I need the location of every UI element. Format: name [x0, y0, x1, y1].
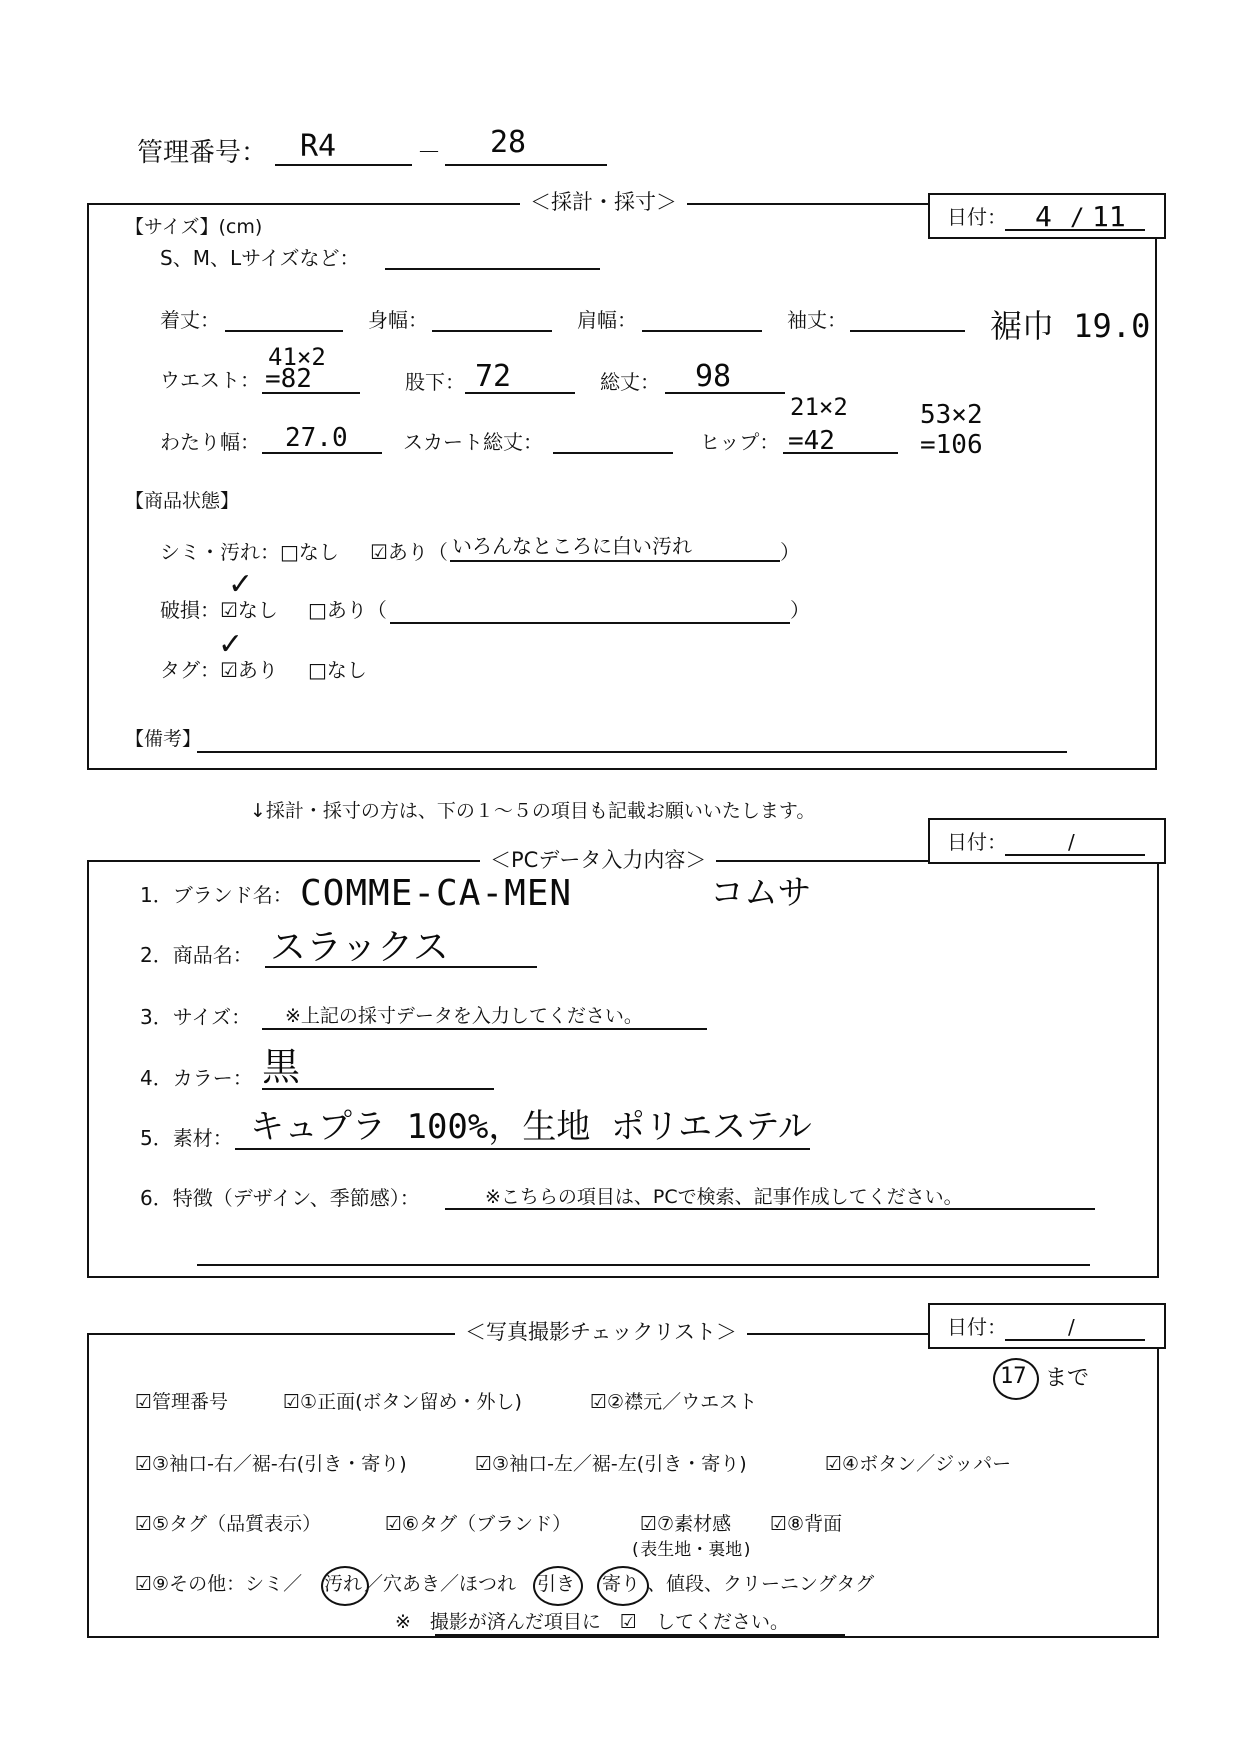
color-value[interactable]: 黒	[262, 1045, 301, 1089]
color-line	[262, 1088, 494, 1090]
brand-kana[interactable]: コムサ	[710, 873, 812, 913]
waist-label: ウエスト：	[160, 368, 260, 392]
item-label: 2．商品名：	[140, 943, 253, 967]
watari-value[interactable]: 27.0	[285, 423, 348, 453]
photo-item-8[interactable]: ☑⑥タグ（ブランド）	[385, 1513, 572, 1535]
stain-paren-close: ）	[780, 540, 800, 564]
waist-calc[interactable]: 41×2	[268, 343, 326, 371]
instruction-text: ↓採計・採寸の方は、下の１～５の項目も記載お願いいたします。	[250, 800, 816, 822]
pc-date-sep: /	[1068, 830, 1075, 854]
skirt-line	[553, 452, 673, 454]
color-label: 4．カラー：	[140, 1066, 253, 1090]
photo-footer: ※ 撮影が済んだ項目に ☑ してください。	[395, 1611, 789, 1633]
photo-item-10[interactable]: ☑⑧背面	[770, 1513, 843, 1535]
photo-footer-line	[435, 1634, 845, 1636]
stain-detail[interactable]: いろんなところに白い汚れ	[452, 534, 692, 558]
photo-checklist-legend: ＜写真撮影チェックリスト＞	[455, 1322, 747, 1343]
item-value[interactable]: スラックス	[270, 927, 449, 968]
photo-other-d: 引き	[537, 1573, 576, 1595]
pc-date-label: 日付：	[947, 830, 1007, 854]
photo-item-2[interactable]: ☑①正面(ボタン留め・外し)	[283, 1391, 522, 1413]
kitake-line	[225, 330, 343, 332]
control-number-line-2	[445, 164, 607, 166]
photo-date-line	[1005, 1339, 1145, 1341]
watari-label: わたり幅：	[160, 430, 260, 454]
kitake-label: 着丈：	[160, 308, 220, 332]
remarks-label: 【備考】	[125, 728, 202, 750]
stain-label: シミ・汚れ：□なし	[160, 540, 339, 564]
stain-line	[450, 560, 780, 562]
tag-yes-check-icon: ✓	[218, 627, 244, 662]
katahaba-label: 肩幅：	[577, 308, 637, 332]
skirt-label: スカート総丈：	[403, 430, 543, 454]
pc-date-line	[1005, 854, 1145, 856]
hip-value[interactable]: =42	[788, 426, 835, 456]
condition-header: 【商品状態】	[125, 490, 240, 512]
sml-label: S、M、Lサイズなど：	[160, 246, 360, 270]
material-line	[235, 1148, 810, 1150]
photo-date-sep: /	[1068, 1315, 1075, 1339]
hip-note-calc[interactable]: 53×2	[920, 400, 983, 430]
pc-data-legend: ＜PCデータ入力内容＞	[480, 850, 716, 871]
feature-label: 6．特徴（デザイン、季節感）：	[140, 1186, 420, 1210]
material-value[interactable]: キュプラ 100%，生地 ポリエステル	[250, 1107, 812, 1147]
photo-item-3[interactable]: ☑②襟元／ウエスト	[590, 1391, 758, 1413]
brand-label: 1．ブランド名：	[140, 883, 293, 907]
photo-other-a[interactable]: ☑⑨その他：シミ／	[135, 1573, 303, 1595]
feature-line	[445, 1208, 1095, 1210]
matashita-value[interactable]: 72	[475, 359, 512, 394]
hip-label: ヒップ：	[700, 430, 780, 454]
brand-value[interactable]: COMME-CA-MEN	[300, 873, 573, 914]
damage-line	[390, 622, 790, 624]
photo-other-c: ／穴あき／ほつれ	[364, 1573, 517, 1595]
size-label: 3．サイズ：	[140, 1005, 252, 1029]
measurement-date-month[interactable]: 4	[1035, 200, 1052, 233]
photo-other-e: 寄り	[602, 1573, 641, 1595]
photo-item-1[interactable]: ☑管理番号	[135, 1391, 229, 1413]
remarks-line	[197, 751, 1067, 753]
photo-date-label: 日付：	[947, 1315, 1007, 1339]
size-line	[262, 1028, 707, 1030]
material-label: 5．素材：	[140, 1126, 233, 1150]
hip-calc[interactable]: 21×2	[790, 393, 848, 421]
damage-none-check-icon: ✓	[228, 567, 254, 602]
measurement-date-label: 日付：	[947, 205, 1007, 229]
tag-no[interactable]: □なし	[308, 658, 367, 682]
hip-note-value[interactable]: =106	[920, 430, 983, 460]
control-number-label: 管理番号：	[137, 138, 268, 168]
tag-label: タグ：☑あり	[160, 658, 278, 682]
damage-yes[interactable]: □あり（	[308, 598, 387, 622]
control-number-line-1	[275, 164, 412, 166]
photo-other-f: 、値段、クリーニングタグ	[647, 1573, 875, 1595]
feature-value: ※こちらの項目は、PCで検索、記事作成してください。	[485, 1186, 963, 1208]
susohaba-note[interactable]: 裾巾 19.0	[990, 307, 1151, 345]
sml-line	[385, 268, 600, 270]
damage-label: 破損：☑なし	[160, 598, 278, 622]
photo-count-number[interactable]: 17	[1000, 1364, 1027, 1389]
feature-line-2	[197, 1264, 1090, 1266]
item-line	[265, 966, 537, 968]
measurement-legend: ＜採計・採寸＞	[520, 192, 687, 213]
photo-count-note[interactable]: まで	[1045, 1366, 1090, 1391]
control-number-value-1[interactable]: R4	[300, 129, 337, 164]
sodetake-label: 袖丈：	[787, 308, 847, 332]
photo-item-7[interactable]: ☑⑤タグ（品質表示）	[135, 1513, 322, 1535]
size-header: 【サイズ】(cm)	[125, 216, 263, 238]
matashita-label: 股下：	[405, 370, 465, 394]
measurement-date-sep: /	[1070, 203, 1085, 231]
measurement-date-day[interactable]: 11	[1092, 200, 1126, 233]
photo-other-b: 汚れ	[324, 1573, 363, 1595]
control-number-dash: －	[417, 138, 441, 166]
soutake-value[interactable]: 98	[695, 359, 732, 394]
fabric-note[interactable]: (表生地・裏地)	[630, 1540, 753, 1560]
photo-item-6[interactable]: ☑④ボタン／ジッパー	[825, 1453, 1012, 1475]
mihaba-label: 身幅：	[368, 308, 428, 332]
soutake-label: 総丈：	[600, 370, 660, 394]
stain-yes[interactable]: ☑あり（	[370, 540, 448, 564]
damage-paren-close: ）	[790, 598, 810, 622]
sodetake-line	[850, 330, 965, 332]
mihaba-line	[432, 330, 552, 332]
waist-value[interactable]: =82	[265, 364, 312, 394]
photo-item-5[interactable]: ☑③袖口-左／裾-左(引き・寄り)	[475, 1453, 747, 1475]
photo-item-4[interactable]: ☑③袖口-右／裾-右(引き・寄り)	[135, 1453, 407, 1475]
size-value: ※上記の採寸データを入力してください。	[285, 1005, 643, 1027]
control-number-value-2[interactable]: 28	[490, 125, 527, 160]
photo-item-9[interactable]: ☑⑦素材感	[640, 1513, 732, 1535]
katahaba-line	[642, 330, 762, 332]
